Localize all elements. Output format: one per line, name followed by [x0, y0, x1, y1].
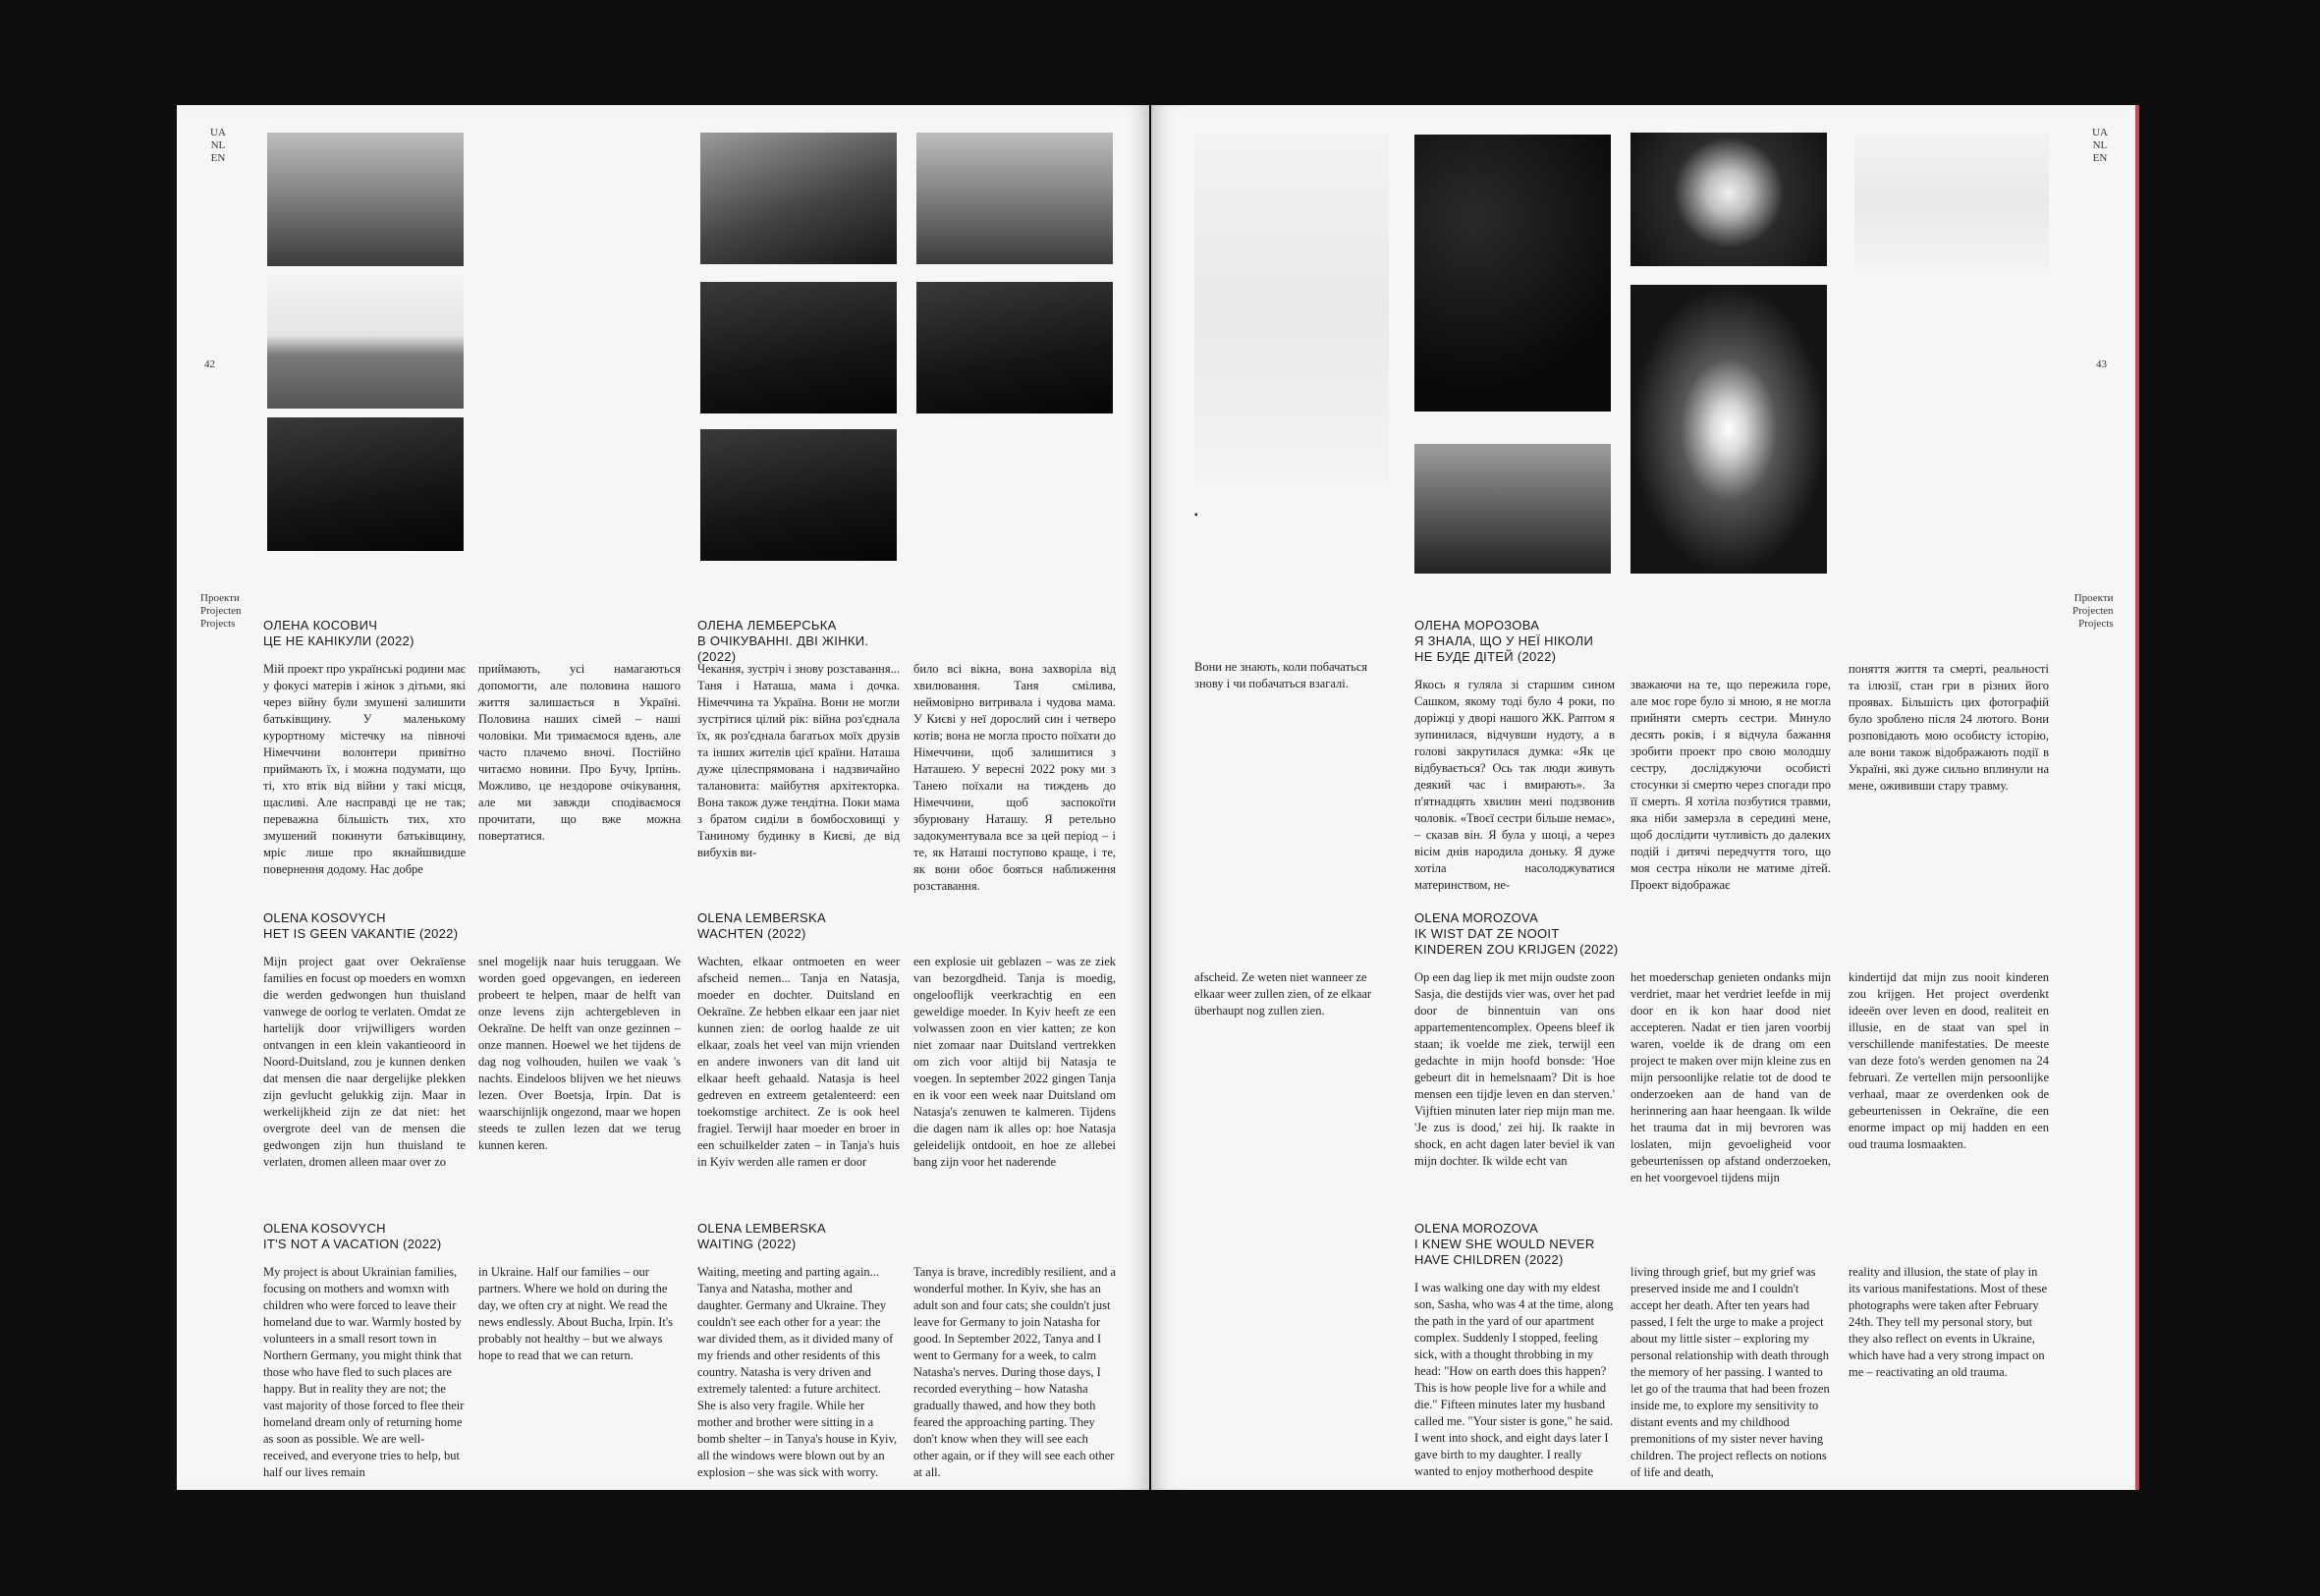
- balcony-photo: [700, 429, 897, 561]
- section-nl: Projecten: [200, 605, 242, 617]
- page-number: 43: [2096, 358, 2107, 370]
- language-index: [2092, 127, 2108, 165]
- window-shadow-photo: [700, 133, 897, 264]
- project-title: ЦЕ НЕ КАНІКУЛИ (2022): [263, 633, 414, 648]
- section-ua: Проекти: [2073, 592, 2114, 604]
- morozova-ua-heading: [1414, 618, 1630, 665]
- right-page: [1151, 105, 2137, 1490]
- author-name: ОЛЕНА МОРОЗОВА: [1414, 618, 1540, 633]
- cracked-ice-photo: [1414, 444, 1611, 574]
- morozova-nl-col3: kindertijd dat mijn zus nooit kinderen zou krijgen. Het project overdenkt ideeën over leven en dood, realiteit en illusie, en de staat van spel in verschillende manifestaties. De meeste van deze foto's werden genomen na 24 februari. Ze vertellen mijn persoonlijke verhaal, maar ze overdenken ook de gebeurtenissen in Oekraïne, die een enorme impact op mij hadden en een oud trauma losmaakten.: [1849, 970, 2049, 1151]
- author-name: ОЛЕНА КОСОВИЧ: [263, 618, 378, 633]
- hammock-photo: [267, 417, 464, 551]
- lemberska-nl-col1: Wachten, elkaar ontmoeten en weer afscheid nemen... Tanja en Natasja, moeder en dochter. Duitsland en Oekraïne. Ze hebben elkaar een jaar niet kunnen zien: de oorlog haalde ze uit elkaar, zoals het veel van mijn vrienden en andere inwoners van dit land uit elkaar heeft gehaald. Natasja is heel gedreven en extreem getalenteerd: een toekomstige architect. Ze is ook heel fragiel. Terwijl haar moeder en broer in een schuilkelder zaten – in Tanja's huis in Kyiv werden alle ramen er door: [697, 955, 900, 1169]
- kosovych-nl-col1: Mijn project gaat over Oekraïense families en focust op moeders en womxn die werden gedwongen hun thuisland vanwege de oorlog te verlaten. Omdat ze hartelijk door vrijwilligers worden ontvangen in een klein vakantieoord in Noord-Duitsland, zou je kunnen denken dat mensen die naar dergelijke plekken zijn gevlucht gelukkig zijn. Maar in werkelijkheid zijn ze dat niet: het overgrote deel van de mensen die gedwongen zijn hun thuisland te verlaten, dromen alleen maar over zo: [263, 955, 466, 1169]
- lemberska-en-col1: Waiting, meeting and parting again... Tanya and Natasha, mother and daughter. Germany and Ukraine. They couldn't see each other for a year: the war divided them, as it divided many of my friends and other residents of this country. Natasha is very driven and extremely talented: a future architect. She is also very fragile. While her mother and brother were sitting in a bomb shelter – in Tanya's house in Kyiv, all the windows were blown out by an explosion – she was sick with worry.: [697, 1265, 898, 1479]
- field-horses-photo: [267, 275, 464, 409]
- project-title: WACHTEN (2022): [697, 926, 806, 941]
- author-name: OLENA MOROZOVA: [1414, 1221, 1539, 1236]
- author-name: ОЛЕНА ЛЕМБЕРСЬКА: [697, 618, 837, 633]
- morozova-en-col3: reality and illusion, the state of play in its various manifestations. Most of these photographs were taken after February 24th. They tell my personal story, but they also reflect on events in Ukraine, which have had a very strong impact on me – reactivating an old trauma.: [1849, 1265, 2048, 1379]
- author-name: OLENA LEMBERSKA: [697, 910, 826, 925]
- lemberska-en-col2: Tanya is brave, incredibly resilient, and a wonderful mother. In Kyiv, she has an adult son and four cats; she couldn't just leave for Germany to join Natasha for good. In September 2022, Tanya and I went to Germany for a week, to calm Natasha's nerves. During those days, I recorded everything – how Natasha gradually thawed, and how they both feared the approaching parting. They don't know when they will see each other again, or if they will see each other at all.: [913, 1265, 1116, 1479]
- kosovych-ua-col1: Мій проект про українські родини має у фокусі матерів і жінок з дітьми, які через війну були змушені залишити батьківщину. У маленькому курортному містечку на півночі Німеччини волонтери привітно приймають їх, і можна подумати, що ті, хто втік від війни у такі місця, щасливі. Але насправді це не так; переважна більшість тих, хто змушений покинути батьківщину, мріє лише про якнайшвидше повернення додому. Нас добре: [263, 662, 466, 876]
- project-title-line1: I KNEW SHE WOULD NEVER: [1414, 1237, 1595, 1251]
- blank-light-photo: [1194, 135, 1389, 480]
- project-title-line1: Я ЗНАЛА, ЩО У НЕЇ НІКОЛИ: [1414, 633, 1594, 648]
- cat-window-photo: [916, 133, 1113, 264]
- project-title-line2: KINDEREN ZOU KRIJGEN (2022): [1414, 942, 1619, 957]
- lang-nl: NL: [210, 139, 226, 151]
- kosovych-ua-heading: [263, 618, 470, 649]
- farmhouse-photo: [267, 133, 464, 266]
- morozova-nl-heading: [1414, 910, 1630, 958]
- author-name: OLENA KOSOVYCH: [263, 910, 386, 925]
- faded-light-photo: [1854, 135, 2049, 268]
- language-index: [210, 127, 226, 165]
- lemberska-nl-continued: afscheid. Ze weten niet wanneer ze elkaar weer zullen zien, of ze elkaar überhaupt nog zullen zien.: [1194, 970, 1372, 1018]
- lemberska-nl-col2: een explosie uit geblazen – was ze ziek van bezorgdheid. Tanja is moedig, ongelooflijk veerkrachtig en een geweldige moeder. In Kyiv heeft ze een volwassen zoon en vier katten; ze kon niet zomaar naar Duitsland vertrekken om zich voor altijd bij Natasja te voegen. In september 2022 gingen Tanja en ik voor een week naar Duitsland om Natasja's zenuwen te kalmeren. Tijdens die dagen nam ik alles op: hoe Natasja geleidelijk ontdooit, en hoe ze allebei bang zijn voor het naderende: [913, 955, 1116, 1169]
- project-title: HET IS GEEN VAKANTIE (2022): [263, 926, 459, 941]
- lang-en: EN: [210, 152, 226, 164]
- lang-en: EN: [2092, 152, 2108, 164]
- kosovych-ua-col2: приймають, усі намагаються допомогти, але половина нашого життя залишається в Україні. Половина наших сімей – наші чоловіки. Ми тримаємося вдень, але часто плачемо вночі. Постійно читаємо новини. Про Бучу, Ірпінь. Можливо, це нездорове очікування, але ми завжди сподіваємося прочитати, що вже можна повертатися.: [478, 662, 681, 843]
- section-en: Projects: [2078, 618, 2114, 630]
- kosovych-en-heading: [263, 1221, 470, 1252]
- kosovych-en-col1: My project is about Ukrainian families, focusing on mothers and womxn with children who were forced to leave their homeland due to war. Warmly hosted by volunteers in a small resort town in Northern Germany, you might think that those who have fled to such places are happy. But in reality they are not; the vast majority of those forced to flee their homeland dream only of returning home as soon as possible. We are well-received, and everyone tries to help, but half our lives remain: [263, 1265, 465, 1479]
- lemberska-nl-heading: [697, 910, 904, 942]
- lemberska-en-heading: [697, 1221, 904, 1252]
- corridor-photo: [916, 282, 1113, 413]
- morozova-ua-col1: Якось я гуляла зі старшим сином Сашком, якому тоді було 4 роки, по доріжці у дворі нашого ЖК. Раптом я зупинилася, відчувши нудоту, а в голові закрутилася думка: «Як це відбувається? Ось так люди живуть деякий час і вмирають». За п'ятнадцять хвилин мені подзвонив чоловік. «Твоєї сестри більше немає», – сказав він. Я була у шоці, а через вісім днів народила доньку. Я дуже хотіла насолоджуватися материнством, не-: [1414, 678, 1615, 892]
- kosovych-nl-col2: snel mogelijk naar huis teruggaan. We worden goed opgevangen, en iedereen probeert te helpen, maar de helft van onze levens zijn achtergebleven in Oekraïne. De helft van onze gezinnen – onze mannen. Hoewel we het tijdens de dag nog volhouden, huilen we vaak 's nachts. Eindeloos blijven we het nieuws lezen. Over Boetsja, Irpin. Dat is waarschijnlijk ongezond, maar we hopen steeds te zullen lezen dat we terug kunnen keren.: [478, 955, 681, 1152]
- magazine-edge: [2135, 105, 2139, 1490]
- lang-nl: NL: [2092, 139, 2108, 151]
- section-label: [200, 592, 242, 631]
- project-title-line2: HAVE CHILDREN (2022): [1414, 1252, 1564, 1267]
- project-year: (2022): [697, 649, 737, 664]
- lang-ua: UA: [210, 127, 226, 138]
- kosovych-nl-heading: [263, 910, 470, 942]
- project-title-line2: НЕ БУДЕ ДІТЕЙ (2022): [1414, 649, 1557, 664]
- lemberska-ua-continued: Вони не знають, коли побачаться знову і чи побачаться взагалі.: [1194, 660, 1368, 690]
- glass-facade-photo: [700, 282, 897, 413]
- morozova-ua-col2: зважаючи на те, що пережила горе, але моє горе було зі мною, я не могла прийняти смерть сестри. Минуло десять років, і я відчула бажання зробити проект про свою молодшу сестру, досліджуючи особисті стосунки зі смертю через спогади про її смерть. Я хотіла позбутися травми, яка ніби замерзла в середині мене, щоб дослідити чутливість до далеких подій і дитячі передчуття того, що моя сестра ніколи не матиме дітей. Проект відображає: [1630, 678, 1831, 892]
- morozova-nl-col1: Op een dag liep ik met mijn oudste zoon Sasja, die destijds vier was, over het pad door de binnentuin van ons appartementencomplex. Opeens bleef ik staan; ik voelde me ziek, terwijl een gedachte in mijn hoofd bonsde: 'Hoe gebeurt dit in hemelsnaam? Dit is hoe mensen een tijdje leven en dan sterven.' Vijftien minuten later riep mijn man me. 'Je zus is dood,' zei hij. Ik raakte in shock, en acht dagen later beviel ik van mijn dochter. Ik wilde echt van: [1414, 970, 1615, 1168]
- page-number: 42: [204, 358, 215, 370]
- morozova-en-col2: living through grief, but my grief was preserved inside me and I couldn't accept her death. After ten years had passed, I felt the urge to make a project about my little sister – exploring my personal relationship with death through the memory of her passing. I wanted to let go of the trauma that had been frozen inside me, to explore my sensitivity to distant events and my childhood premonitions of my sister never having children. The project reflects on notions of life and death,: [1630, 1265, 1830, 1479]
- project-title-line1: IK WIST DAT ZE NOOIT: [1414, 926, 1560, 941]
- project-title: WAITING (2022): [697, 1237, 797, 1251]
- author-name: OLENA KOSOVYCH: [263, 1221, 386, 1236]
- lemberska-ua-heading: [697, 618, 904, 665]
- glowing-figure-photo: [1630, 285, 1827, 574]
- project-title: В ОЧІКУВАННІ. ДВІ ЖІНКИ.: [697, 633, 869, 648]
- section-label: [2072, 592, 2114, 631]
- section-en: Projects: [200, 618, 236, 630]
- section-ua: Проекти: [200, 592, 240, 604]
- night-sky-photo: [1414, 135, 1611, 412]
- morozova-en-col1: I was walking one day with my eldest son, Sasha, who was 4 at the time, along the path in the yard of our apartment complex. Suddenly I stopped, feeling sick, with a thought throbbing in my head: "How on earth does this happen? This is how people live for a while and die." Fifteen minutes later my husband called me. "Your sister is gone," he said. I went into shock, and eight days later I gave birth to my daughter. I really wanted to enjoy motherhood despite: [1414, 1281, 1614, 1478]
- author-name: OLENA LEMBERSKA: [697, 1221, 826, 1236]
- left-page: [177, 105, 1149, 1490]
- project-title: IT'S NOT A VACATION (2022): [263, 1237, 442, 1251]
- lemberska-ua-col2: било всі вікна, вона захворіла від хвилювання. Таня смілива, неймовірно витривала і чудова мама. У Києві у неї дорослий син і четверо котів; вона не могла просто поїхати до Німеччини, щоб залишитися з Наташею. У вересні 2022 року ми з Танею поїхали на тиждень до Німеччини, щоб заспокоїти збурювану Наташу. Я ретельно задокументувала все за цей період – і те, як Наташі поступово краще, і те, як вони обоє бояться наближення розставання.: [913, 662, 1116, 893]
- morozova-en-heading: [1414, 1221, 1630, 1268]
- morozova-nl-col2: het moederschap genieten ondanks mijn verdriet, maar het verdriet leefde in mij door en ik kon haar dood niet accepteren. Nadat er tien jaren voorbij waren, voelde ik de drang om een project te maken over mijn kleine zus en mijn persoonlijke relatie tot de dood te onderzoeken aan de hand van de herinnering aan haar heengaan. Ik wilde het trauma dat in mij bevroren was loslaten, mijn gevoeligheid voor gebeurtenissen op afstand onderzoeken, en het voorgevoel tijdens mijn: [1630, 970, 1831, 1184]
- lang-ua: UA: [2092, 127, 2108, 138]
- morozova-ua-col3: поняття життя та смерті, реальності та ілюзії, стан гри в різних його проявах. Більшість цих фотографій було зроблено після 24 лютого. Вони розповідають мою особисту історію, але вони також відображають події в Україні, які дуже сильно вплинули на мене, ожививши стару травму.: [1849, 662, 2049, 793]
- kosovych-en-col2: in Ukraine. Half our families – our partners. Where we hold on during the day, we often cry at night. We read the news endlessly. About Bucha, Irpin. It's probably not healthy – but we always hope to read that we can return.: [478, 1265, 673, 1362]
- section-nl: Projecten: [2072, 605, 2114, 617]
- author-name: OLENA MOROZOVA: [1414, 910, 1539, 925]
- lemberska-ua-col1: Чекання, зустріч і знову розставання... Таня і Наташа, мама і дочка. Німеччина та Україна. Вони не могли зустрітися цілий рік: війна роз'єднала їх, як роз'єднала багатьох моїх друзів та інших жителів цієї країни. Наташа дуже цілеспрямована і надзвичайно талановита: майбутня архітекторка. Вона також дуже тендітна. Поки мама з братом сиділи в бомбосховищі у Таниному будинку в Києві, де від вибухів ви-: [697, 662, 900, 859]
- stray-mark: ▪: [1194, 510, 1198, 521]
- flower-photo: [1630, 133, 1827, 266]
